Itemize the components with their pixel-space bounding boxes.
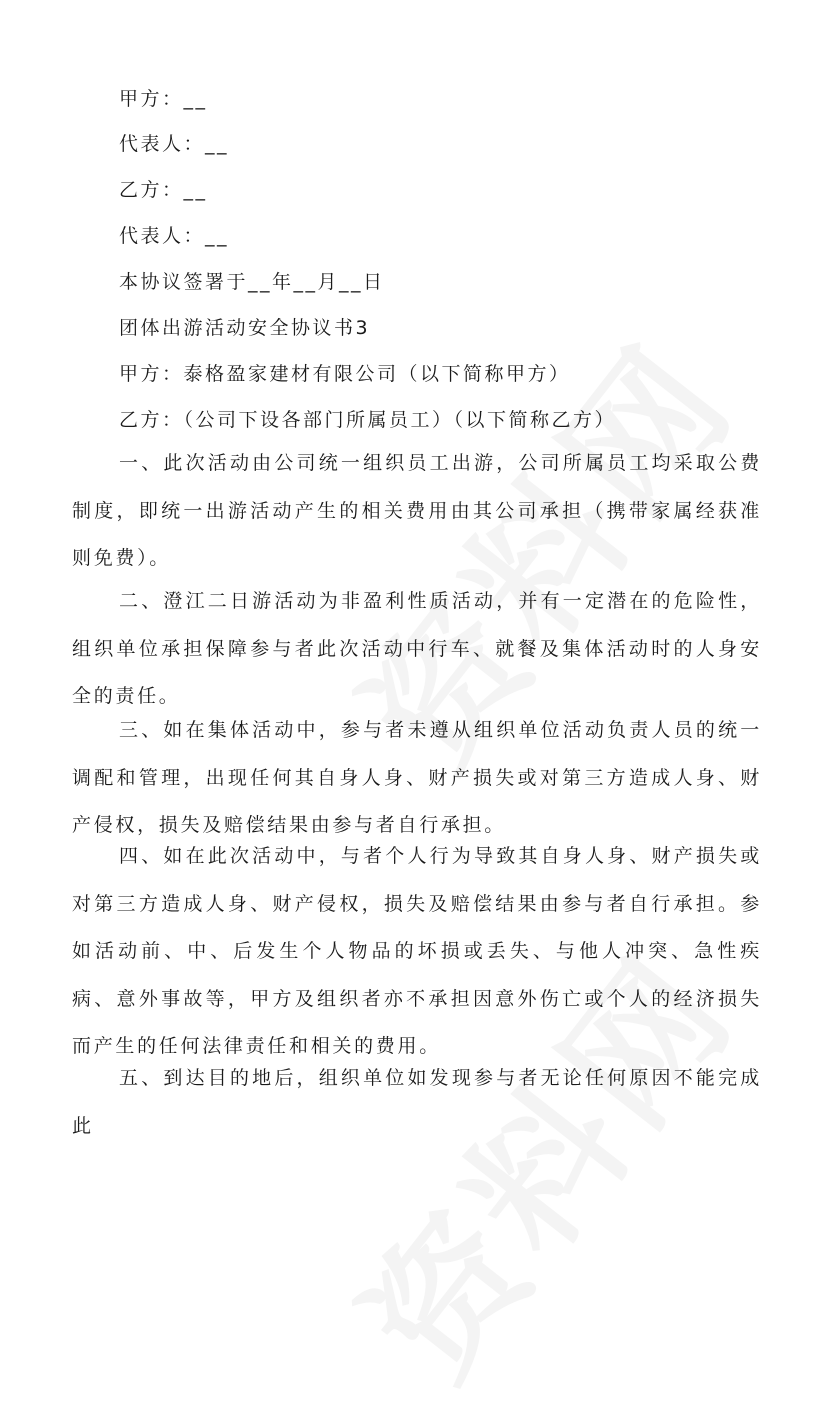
representative-b-line: 代表人：__ xyxy=(119,225,230,247)
party-a-full-line: 甲方：泰格盈家建材有限公司（以下简称甲方） xyxy=(119,363,571,385)
representative-a-line: 代表人：__ xyxy=(119,133,230,155)
clause-5: 五、到达目的地后，组织单位如发现参与者无论任何原因不能完成此 xyxy=(72,1067,762,1137)
party-b-line: 乙方：__ xyxy=(119,179,208,201)
party-a-line: 甲方：__ xyxy=(119,88,208,110)
document-title: 团体出游活动安全协议书3 xyxy=(119,317,371,339)
clause-1: 一、此次活动由公司统一组织员工出游，公司所属员工均采取公费制度，即统一出游活动产生的相关费用由其公司承担（携带家属经获准则免费）。 xyxy=(72,452,762,569)
clause-4: 四、如在此次活动中，与者个人行为导致其自身人身、财产损失或对第三方造成人身、财产侵权，损失及赔偿结果由参与者自行承担。参如活动前、中、后发生个人物品的坏损或丢失、与他人冲突、急性疾病、意外事故等，甲方及组织者亦不承担因意外伤亡或个人的经济损失而产生的任何法律责任和相关的费用。 xyxy=(72,845,762,1057)
signing-date-line: 本协议签署于__年__月__日 xyxy=(119,271,385,293)
party-b-full-line: 乙方：（公司下设各部门所属员工）（以下简称乙方） xyxy=(119,409,617,431)
clause-2: 二、澄江二日游活动为非盈利性质活动，并有一定潜在的危险性，组织单位承担保障参与者此次活动中行车、就餐及集体活动时的人身安全的责任。 xyxy=(72,590,762,707)
clause-3: 三、如在集体活动中，参与者未遵从组织单位活动负责人员的统一调配和管理，出现任何其自身人身、财产损失或对第三方造成人身、财产侵权，损失及赔偿结果由参与者自行承担。 xyxy=(72,719,762,836)
